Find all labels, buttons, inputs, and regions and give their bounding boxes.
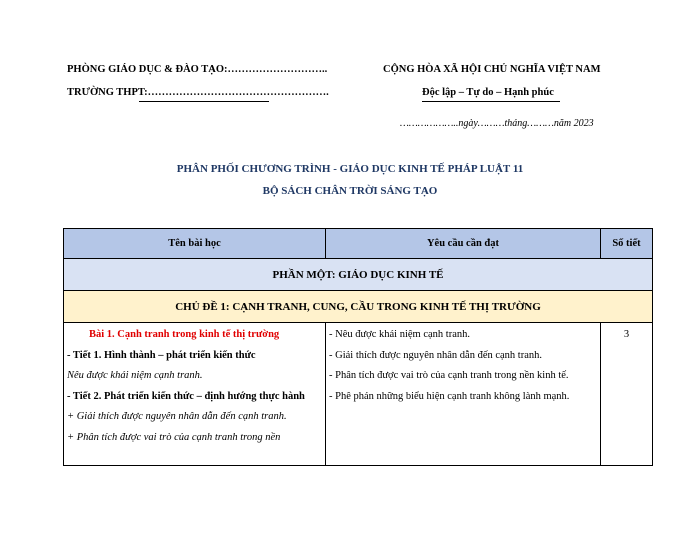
- tiet2-heading: - Tiết 2. Phát triển kiến thức – định hướng thực hành: [67, 390, 305, 402]
- document-subtitle: BỘ SÁCH CHÂN TRỜI SÁNG TẠO: [262, 185, 438, 197]
- requirement-item: - Giải thích được nguyên nhân dẫn đến cạnh tranh.: [329, 349, 543, 361]
- topic-row: [64, 291, 653, 323]
- national-motto: [422, 87, 554, 98]
- school-line: [67, 87, 329, 98]
- header-requirements: Yêu cầu cần đạt: [326, 229, 601, 259]
- part-title: PHẦN MỘT: GIÁO DỤC KINH TẾ: [64, 259, 653, 291]
- tiet1-description: Nêu được khái niệm cạnh tranh.: [67, 370, 203, 381]
- table-header-row: [64, 229, 653, 259]
- lesson-title: Bài 1. Cạnh tranh trong kinh tế thị trường: [89, 329, 280, 340]
- lesson-cell: [64, 323, 326, 466]
- requirement-item: - Nêu được khái niệm cạnh tranh.: [329, 329, 470, 340]
- periods-cell: 3: [601, 323, 653, 466]
- national-motto-text: Độc lập – Tự do – Hạnh phúc: [422, 87, 554, 98]
- table-row: [64, 323, 653, 466]
- department-line: PHÒNG GIÁO DỤC & ĐÀO TẠO:………………………..: [67, 64, 328, 75]
- curriculum-table: [63, 228, 653, 466]
- motto-underline: [422, 101, 560, 102]
- document-title: PHÂN PHỐI CHƯƠNG TRÌNH - GIÁO DỤC KINH TẾ PHÁP LUẬT 11: [176, 163, 524, 175]
- date-line: ………………..ngày………tháng………năm 2023: [400, 118, 594, 129]
- national-title: CỘNG HÒA XÃ HỘI CHỦ NGHĨA VIỆT NAM: [383, 64, 601, 75]
- tiet1-heading: - Tiết 1. Hình thành – phát triển kiến thức: [67, 349, 256, 361]
- requirement-item: - Phân tích được vai trò của cạnh tranh trong nền kinh tế.: [329, 370, 569, 381]
- tiet2-item-2: + Phân tích được vai trò của cạnh tranh trong nền: [67, 431, 281, 443]
- topic-title: CHỦ ĐỀ 1: CẠNH TRANH, CUNG, CẦU TRONG KINH TẾ THỊ TRƯỜNG: [64, 291, 653, 323]
- header-lesson-name: Tên bài học: [64, 229, 326, 259]
- tiet2-item-1: + Giải thích được nguyên nhân dẫn đến cạnh tranh.: [67, 411, 287, 422]
- requirement-item: - Phê phán những biểu hiện cạnh tranh không lành mạnh.: [329, 390, 570, 402]
- school-line-text: TRƯỜNG THPT:…………………………………………….: [67, 87, 329, 98]
- school-underline: [139, 101, 269, 102]
- header-periods: Số tiết: [601, 229, 653, 259]
- part-row: [64, 259, 653, 291]
- requirements-cell: [326, 323, 601, 466]
